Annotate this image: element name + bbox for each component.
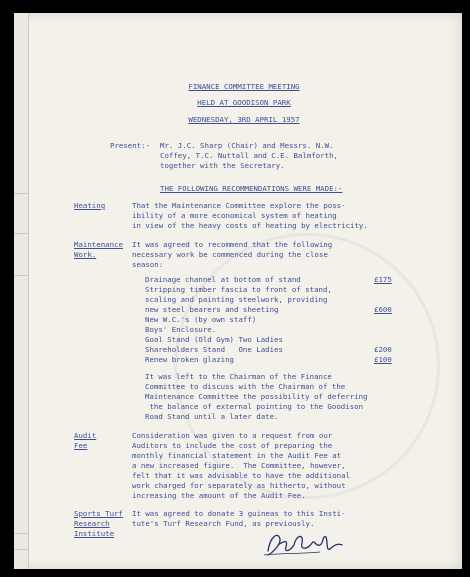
handwritten-signature xyxy=(260,525,350,559)
stub-tab xyxy=(14,193,28,208)
meeting-date: WEDNESDAY, 3RD APRIL 1957 xyxy=(188,115,300,124)
stub-tab xyxy=(14,233,28,248)
maintenance-closing-line: Road Stand until a later date. xyxy=(145,412,279,421)
present-label: Present:- xyxy=(110,141,151,150)
sports-turf-label: Sports Turf xyxy=(74,509,123,518)
work-item: Renew broken glazing xyxy=(145,355,234,364)
audit-line: felt that it was advisable to have the additional xyxy=(132,471,351,480)
work-item: Stripping timber fascia to front of stand, xyxy=(145,285,332,294)
audit-line: increasing the amount of the Audit Fee. xyxy=(132,491,306,500)
maintenance-closing-line: the balance of external pointing to the Goodison xyxy=(145,402,364,411)
binding-stub-strip xyxy=(14,13,29,569)
work-item: Boys' Enclosure. xyxy=(145,325,217,334)
audit-line: monthly financial statement in the Audit Fee at xyxy=(132,451,342,460)
sports-turf-label: Research xyxy=(74,519,110,528)
maintenance-label: Maintenance xyxy=(74,240,123,249)
heating-line: That the Maintenance Committee explore the poss- xyxy=(132,201,346,210)
work-item-amount: £200 xyxy=(374,345,392,354)
audit-line: a new increased figure. The Committee, however, xyxy=(132,461,346,470)
stub-tab xyxy=(14,549,28,564)
heating-line: ibility of a more economical system of heating xyxy=(132,211,337,220)
sports-turf-line: It was agreed to donate 3 guineas to this Insti- xyxy=(132,509,346,518)
audit-line: work charged for separately as hitherto, without xyxy=(132,481,346,490)
recommendations-heading: THE FOLLOWING RECOMMENDATIONS WERE MADE:- xyxy=(160,184,343,193)
maintenance-closing-line: It was left to the Chairman of the Finance xyxy=(145,372,332,381)
work-item: Goal Stand (Old Gym) Two Ladies xyxy=(145,335,283,344)
work-item: scaling and painting steelwork, providing xyxy=(145,295,328,304)
work-item: New W.C.'s (by own staff) xyxy=(145,315,257,324)
work-item-amount: £100 xyxy=(374,355,392,364)
present-line: Coffey, T.C. Nuttall and C.E. Balmforth, xyxy=(160,151,338,160)
document-page xyxy=(14,13,462,569)
work-item: Drainage channel at bottom of stand xyxy=(145,275,301,284)
work-item-amount: £175 xyxy=(374,275,392,284)
sports-turf-line: tute's Turf Research Fund, as previously. xyxy=(132,519,315,528)
present-line: Mr. J.C. Sharp (Chair) and Messrs. N.W. xyxy=(160,141,334,150)
present-line: together with the Secretary. xyxy=(160,161,285,170)
work-item: new steel bearers and sheeting xyxy=(145,305,279,314)
sports-turf-label: Institute xyxy=(74,529,115,538)
maintenance-label: Work. xyxy=(74,250,97,259)
work-item-amount: £600 xyxy=(374,305,392,314)
maintenance-intro-line: season: xyxy=(132,260,164,269)
audit-label: Fee xyxy=(74,441,88,450)
stub-tab xyxy=(14,533,28,548)
maintenance-intro-line: It was agreed to recommend that the following xyxy=(132,240,333,249)
audit-label: Audit xyxy=(74,431,97,440)
heating-line: in view of the heavy costs of heating by electricity. xyxy=(132,221,368,230)
work-item: Shareholders Stand One Ladies xyxy=(145,345,283,354)
maintenance-intro-line: necessary work be commenced during the close xyxy=(132,250,328,259)
stub-tab xyxy=(14,275,28,290)
audit-line: Auditors to include the cost of preparing the xyxy=(132,441,333,450)
maintenance-closing-line: Committee to discuss with the Chairman of the xyxy=(145,382,346,391)
maintenance-closing-line: Maintenance Committee the possibility of deferring xyxy=(145,392,368,401)
audit-line: Consideration was given to a request from our xyxy=(132,431,333,440)
meeting-title: FINANCE COMMITTEE MEETING xyxy=(188,82,300,91)
heating-label: Heating xyxy=(74,201,106,210)
meeting-venue: HELD AT GOODISON PARK xyxy=(197,98,291,107)
